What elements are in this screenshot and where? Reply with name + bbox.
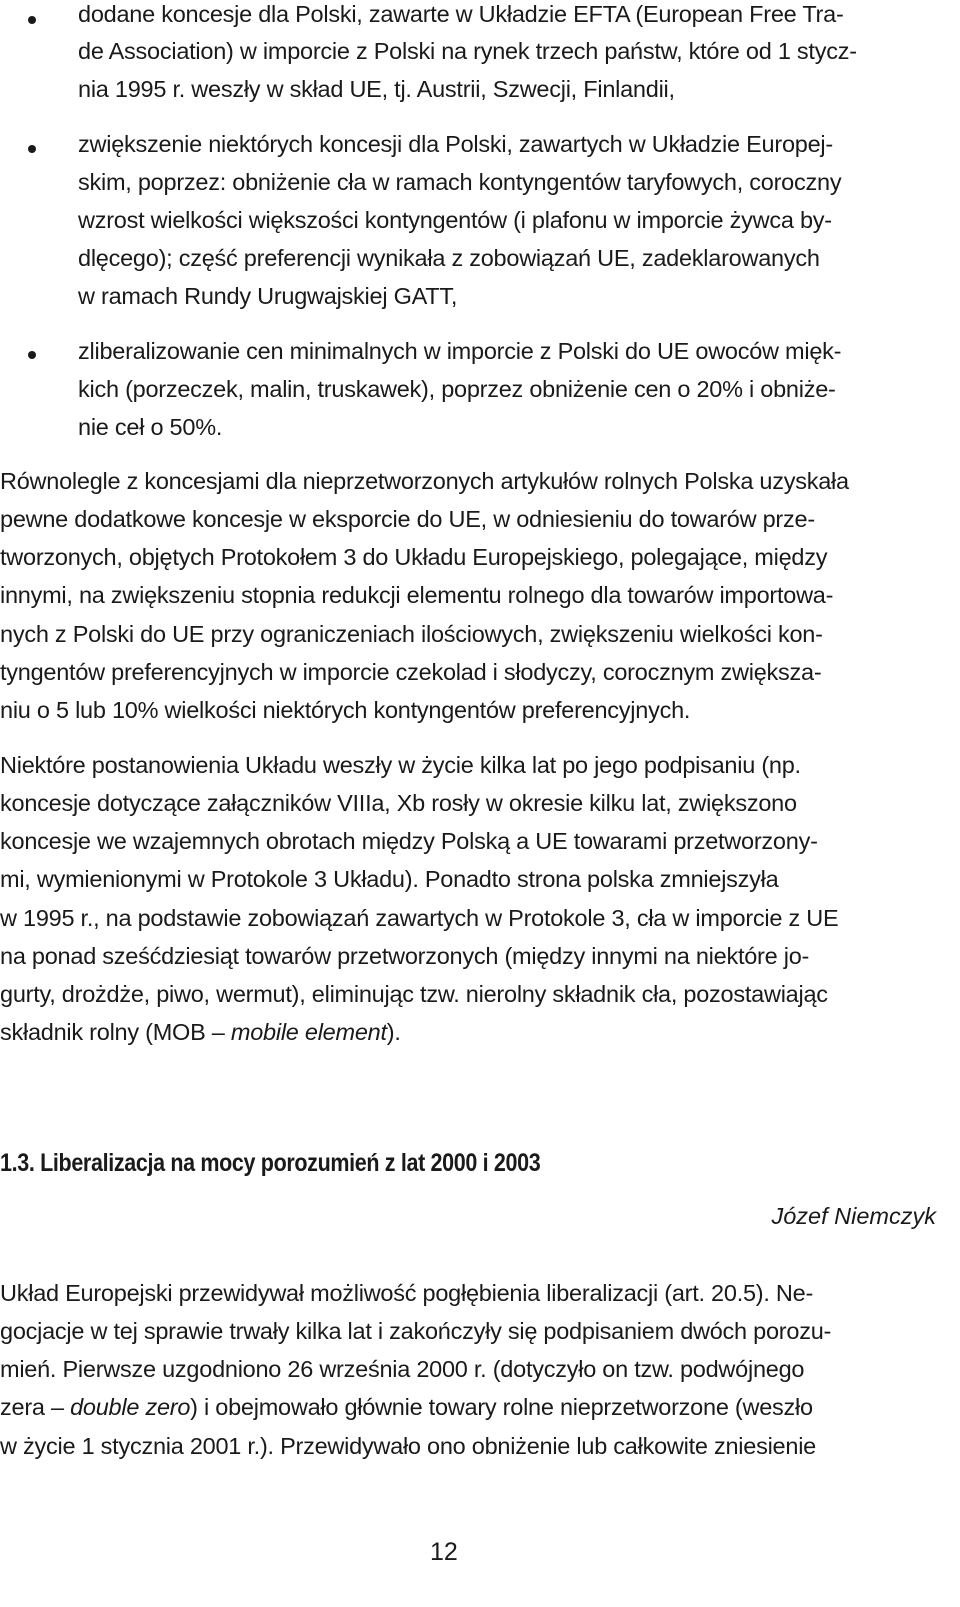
text-line: na ponad sześćdziesiąt towarów przetworzonych (między innymi na niektóre jo-	[0, 943, 810, 969]
section-author: Józef Niemczyk	[771, 1203, 936, 1229]
text-line: nych z Polski do UE przy ograniczeniach ilościowych, zwiększeniu wielkości kon-	[0, 621, 823, 647]
text-line: tyngentów preferencyjnych w imporcie czekolad i słodyczy, corocznym zwiększa-	[0, 659, 822, 685]
text-line: koncesje we wzajemnych obrotach między Polską a UE towarami przetworzony-	[0, 828, 818, 854]
text-line: kich (porzeczek, malin, truskawek), poprzez obniżenie cen o 20% i obniże-	[78, 376, 836, 402]
text-line: gocjacje w tej sprawie trwały kilka lat i zakończyły się podpisaniem dwóch porozu-	[0, 1318, 832, 1344]
text-run: ) i obejmowało głównie towary rolne nieprzetworzone (weszło	[190, 1394, 813, 1420]
text-run: składnik rolny (MOB –	[0, 1019, 231, 1045]
text-line: zwiększenie niektórych koncesji dla Polski, zawartych w Układzie Europej-	[78, 131, 833, 157]
text-line: innymi, na zwiększeniu stopnia redukcji elementu rolnego dla towarów importowa-	[0, 582, 834, 608]
text-line: mi, wymienionymi w Protokole 3 Układu). Ponadto strona polska zmniejszyła	[0, 866, 779, 892]
text-line: w ramach Rundy Urugwajskiej GATT,	[78, 283, 458, 309]
text-line: Układ Europejski przewidywał możliwość pogłębienia liberalizacji (art. 20.5). Ne-	[0, 1280, 814, 1306]
text-line: niu o 5 lub 10% wielkości niektórych kontyngentów preferencyjnych.	[0, 697, 691, 723]
bullet-icon	[28, 145, 36, 153]
bullet-icon	[28, 16, 36, 24]
italic-term: mobile element	[230, 1019, 387, 1045]
text-line: dodane koncesje dla Polski, zawarte w Układzie EFTA (European Free Tra-	[78, 1, 844, 27]
italic-term: double zero	[70, 1394, 191, 1420]
bullet-icon	[28, 351, 36, 359]
text-line	[0, 1392, 813, 1422]
text-line: w życie 1 stycznia 2001 r.). Przewidywało ono obniżenie lub całkowite zniesienie	[0, 1433, 816, 1459]
text-line: w 1995 r., na podstawie zobowiązań zawartych w Protokole 3, cła w imporcie z UE	[0, 905, 839, 931]
text-line: mień. Pierwsze uzgodniono 26 września 2000 r. (dotyczyło on tzw. podwójnego	[0, 1356, 805, 1382]
text-line: Równolegle z koncesjami dla nieprzetworzonych artykułów rolnych Polska uzyskała	[0, 468, 849, 494]
text-line	[0, 1017, 401, 1047]
text-line: tworzonych, objętych Protokołem 3 do Układu Europejskiego, polegające, między	[0, 544, 828, 570]
text-line: nie ceł o 50%.	[78, 414, 223, 440]
text-line: wzrost wielkości większości kontyngentów (i plafonu w imporcie żywca by-	[78, 207, 832, 233]
text-run: ).	[386, 1019, 401, 1045]
text-line: gurty, drożdże, piwo, wermut), eliminując tzw. nierolny składnik cła, pozostawiając	[0, 981, 828, 1007]
text-line: zliberalizowanie cen minimalnych w imporcie z Polski do UE owoców mięk-	[78, 338, 842, 364]
text-run: zera –	[0, 1394, 71, 1420]
text-line: skim, poprzez: obniżenie cła w ramach kontyngentów taryfowych, coroczny	[78, 169, 842, 195]
text-line: koncesje dotyczące załączników VIIIa, Xb rosły w okresie kilku lat, zwiększono	[0, 790, 797, 816]
text-line: nia 1995 r. weszły w skład UE, tj. Austrii, Szwecji, Finlandii,	[78, 76, 675, 102]
text-line: dlęcego); część preferencji wynikała z zobowiązań UE, zadeklarowanych	[78, 245, 820, 271]
section-heading: 1.3. Liberalizacja na mocy porozumień z lat 2000 i 2003	[0, 1149, 541, 1177]
text-line: de Association) w imporcie z Polski na rynek trzech państw, które od 1 stycz-	[78, 38, 857, 64]
text-line: Niektóre postanowienia Układu weszły w życie kilka lat po jego podpisaniu (np.	[0, 752, 801, 778]
text-line: pewne dodatkowe koncesje w eksporcie do UE, w odniesieniu do towarów prze-	[0, 506, 815, 532]
page-number: 12	[430, 1538, 458, 1566]
